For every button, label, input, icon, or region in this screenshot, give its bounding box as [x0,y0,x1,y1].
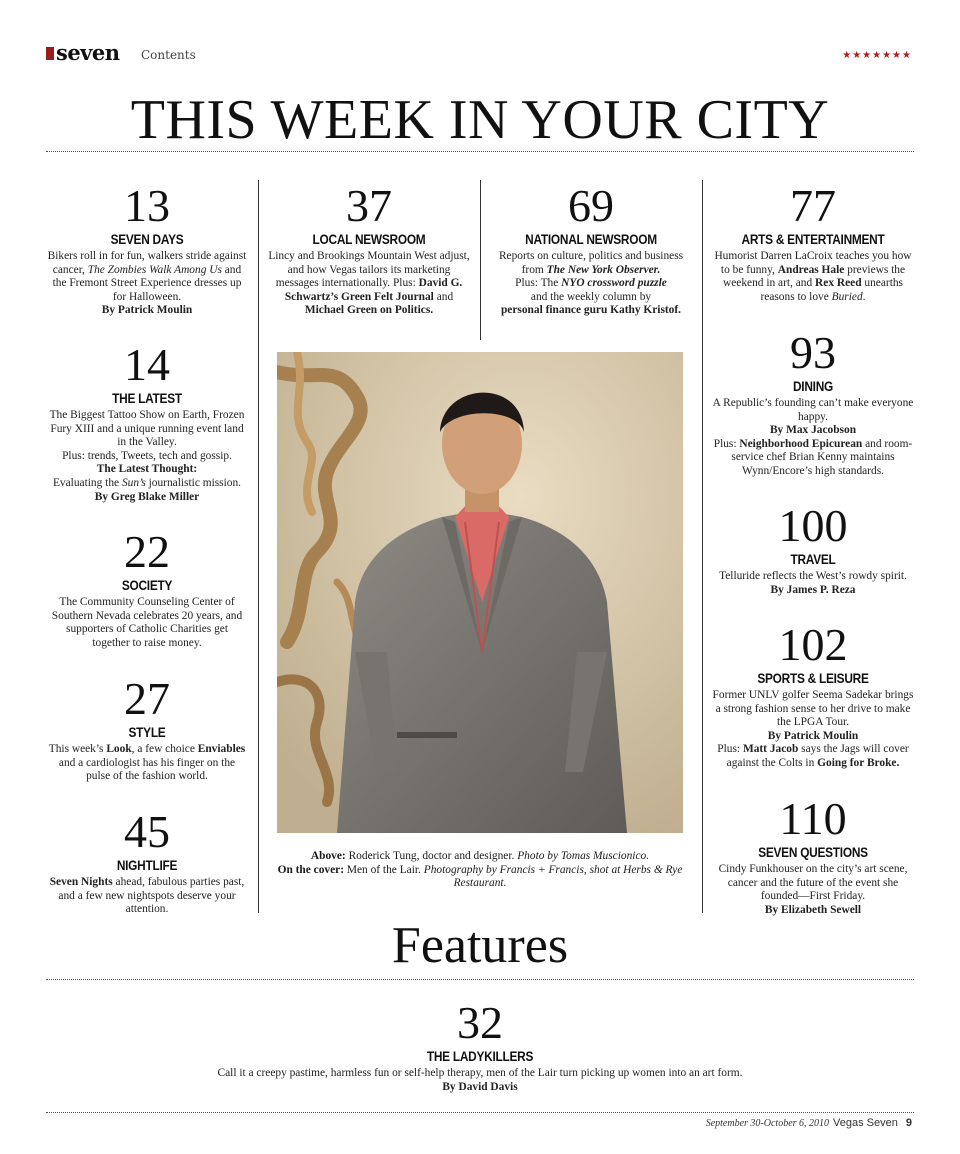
divider-features [46,979,914,980]
page-title: THIS WEEK IN YOUR CITY [130,89,830,151]
section-heading: ARTS & ENTERTAINMENT [741,232,885,247]
page-number-footer: 9 [905,1117,912,1129]
section-heading: NATIONAL NEWSROOM [525,232,657,247]
page-number: 110 [779,793,847,844]
page-number: 69 [568,180,614,231]
byline: By Patrick Moulin [101,304,193,317]
column-rule-middle [480,180,481,340]
section-heading: THE LATEST [112,391,182,406]
page-number: 77 [790,180,836,231]
page-number: 22 [124,526,170,577]
page-number: 27 [124,673,170,724]
section-description: Humorist Darren LaCroix teaches you how to be funny, Andreas Hale previews the weekend in art, and Rex Reed unearths reasons to love Buried. [714,250,912,303]
section-heading: TRAVEL [790,552,836,567]
section-description: Seven Nights ahead, fabulous parties past, and a few new nightspots deserve your attention. [49,876,245,916]
section-heading: SOCIETY [121,578,173,593]
feature-ladykillers[interactable] [150,997,810,1094]
photo-caption: Above: Roderick Tung, doctor and designer. Photo by Tomas Muscionico. On the cover: Men of the Lair. Photography by Francis + Francis, shot at Herbs & Rye Restaurant. [277,850,683,889]
section-dining[interactable] [712,327,914,479]
section-heading: SEVEN QUESTIONS [758,845,868,860]
section-description: Telluride reflects the West’s rowdy spirit. By James P. Reza [719,570,907,596]
issue-date: September 30-October 6, 2010 [705,1118,830,1129]
section-arts-entertainment[interactable] [712,180,914,304]
section-heading: LOCAL NEWSROOM [312,232,426,247]
logo-mark [46,47,54,60]
page-number: 45 [124,806,170,857]
cover-photo-illustration [277,352,683,833]
page-number: 14 [124,339,170,390]
column-rule-left [258,180,259,913]
section-description: Cindy Funkhouser on the city’s art scene, cancer and the future of the event she founded—First Friday. By Elizabeth Sewell [718,863,908,916]
page-number: 93 [790,327,836,378]
page-number: 13 [124,180,170,231]
section-description: A Republic’s founding can’t make everyone happy. By Max Jacobson Plus: Neighborhood Epicurean and room-service chef Brian Kenny maintains Wynn/Encore’s high standards. [712,397,914,477]
section-description: This week’s Look, a few choice Enviables and a cardiologist has his finger on the pulse of the fashion world. [48,743,246,783]
section-seven-questions[interactable] [712,793,914,917]
stars-decoration: ★★★★★★★ [842,50,912,61]
page-number: 102 [778,619,848,670]
section-heading: SEVEN DAYS [110,232,184,247]
section-description: The Community Counseling Center of Southern Nevada celebrates 20 years, and supporters of Catholic Charities get together to raise money. [51,596,243,649]
section-national-newsroom[interactable] [490,180,692,318]
section-heading: THE LADYKILLERS [426,1049,534,1064]
byline: By Max Jacobson [769,424,857,437]
section-description: Reports on culture, politics and business from The New York Observer. Plus: The NYO crossword puzzle and the weekly column by personal finance guru Kathy Kristof. [498,250,684,317]
section-seven-days[interactable] [46,180,248,318]
features-title: Features [391,917,569,974]
byline: By David Davis [442,1080,518,1093]
page-number: 100 [778,500,848,551]
divider-bottom [46,1112,914,1113]
page-number: 32 [457,997,503,1048]
section-label: Contents [141,48,196,62]
byline: By Patrick Moulin [767,729,859,742]
section-description: The Biggest Tattoo Show on Earth, Frozen Fury XIII and a unique running event land in the Valley. Plus: trends, Tweets, tech and gossip. The Latest Thought: Evaluating the Sun’s journalistic mission. By Greg Blake Miller [49,409,245,503]
section-society[interactable] [46,526,248,650]
byline: By James P. Reza [770,583,856,596]
section-nightlife[interactable] [46,806,248,917]
section-description: Former UNLV golfer Seema Sadekar brings a strong fashion sense to her drive to make the LPGA Tour. By Patrick Moulin Plus: Matt Jacob says the Jags will cover against the Colts in Going for Broke. [712,689,914,769]
section-heading: NIGHTLIFE [116,858,178,873]
section-local-newsroom[interactable] [268,180,470,318]
cover-photo [277,352,683,833]
section-description: Bikers roll in for fun, walkers stride against cancer, The Zombies Walk Among Us and the Fremont Street Experience dresses up for Halloween. By Patrick Moulin [47,250,247,317]
section-heading: DINING [792,379,833,394]
byline: By Greg Blake Miller [94,490,200,503]
section-description: Lincy and Brookings Mountain West adjust, and how Vegas tailors its marketing messages internationally. Plus: David G. Schwartz’s Green Felt Journal and Michael Green on Politics. [268,250,470,317]
section-description: Call it a creepy pastime, harmless fun or self-help therapy, men of the Lair turn picking up women into an art form. By David Davis [217,1067,743,1093]
page-footer [706,1117,912,1129]
divider-top [46,151,914,152]
section-travel[interactable] [712,500,914,597]
byline: By Elizabeth Sewell [764,903,862,916]
section-heading: STYLE [128,725,166,740]
section-the-latest[interactable] [46,339,248,504]
section-style[interactable] [46,673,248,784]
section-sports-leisure[interactable] [712,619,914,771]
magazine-logo: seven [56,40,120,65]
footer-brand: Vegas Seven [833,1117,898,1129]
page-number: 37 [346,180,392,231]
column-rule-right [702,180,703,913]
section-heading: SPORTS & LEISURE [757,671,869,686]
